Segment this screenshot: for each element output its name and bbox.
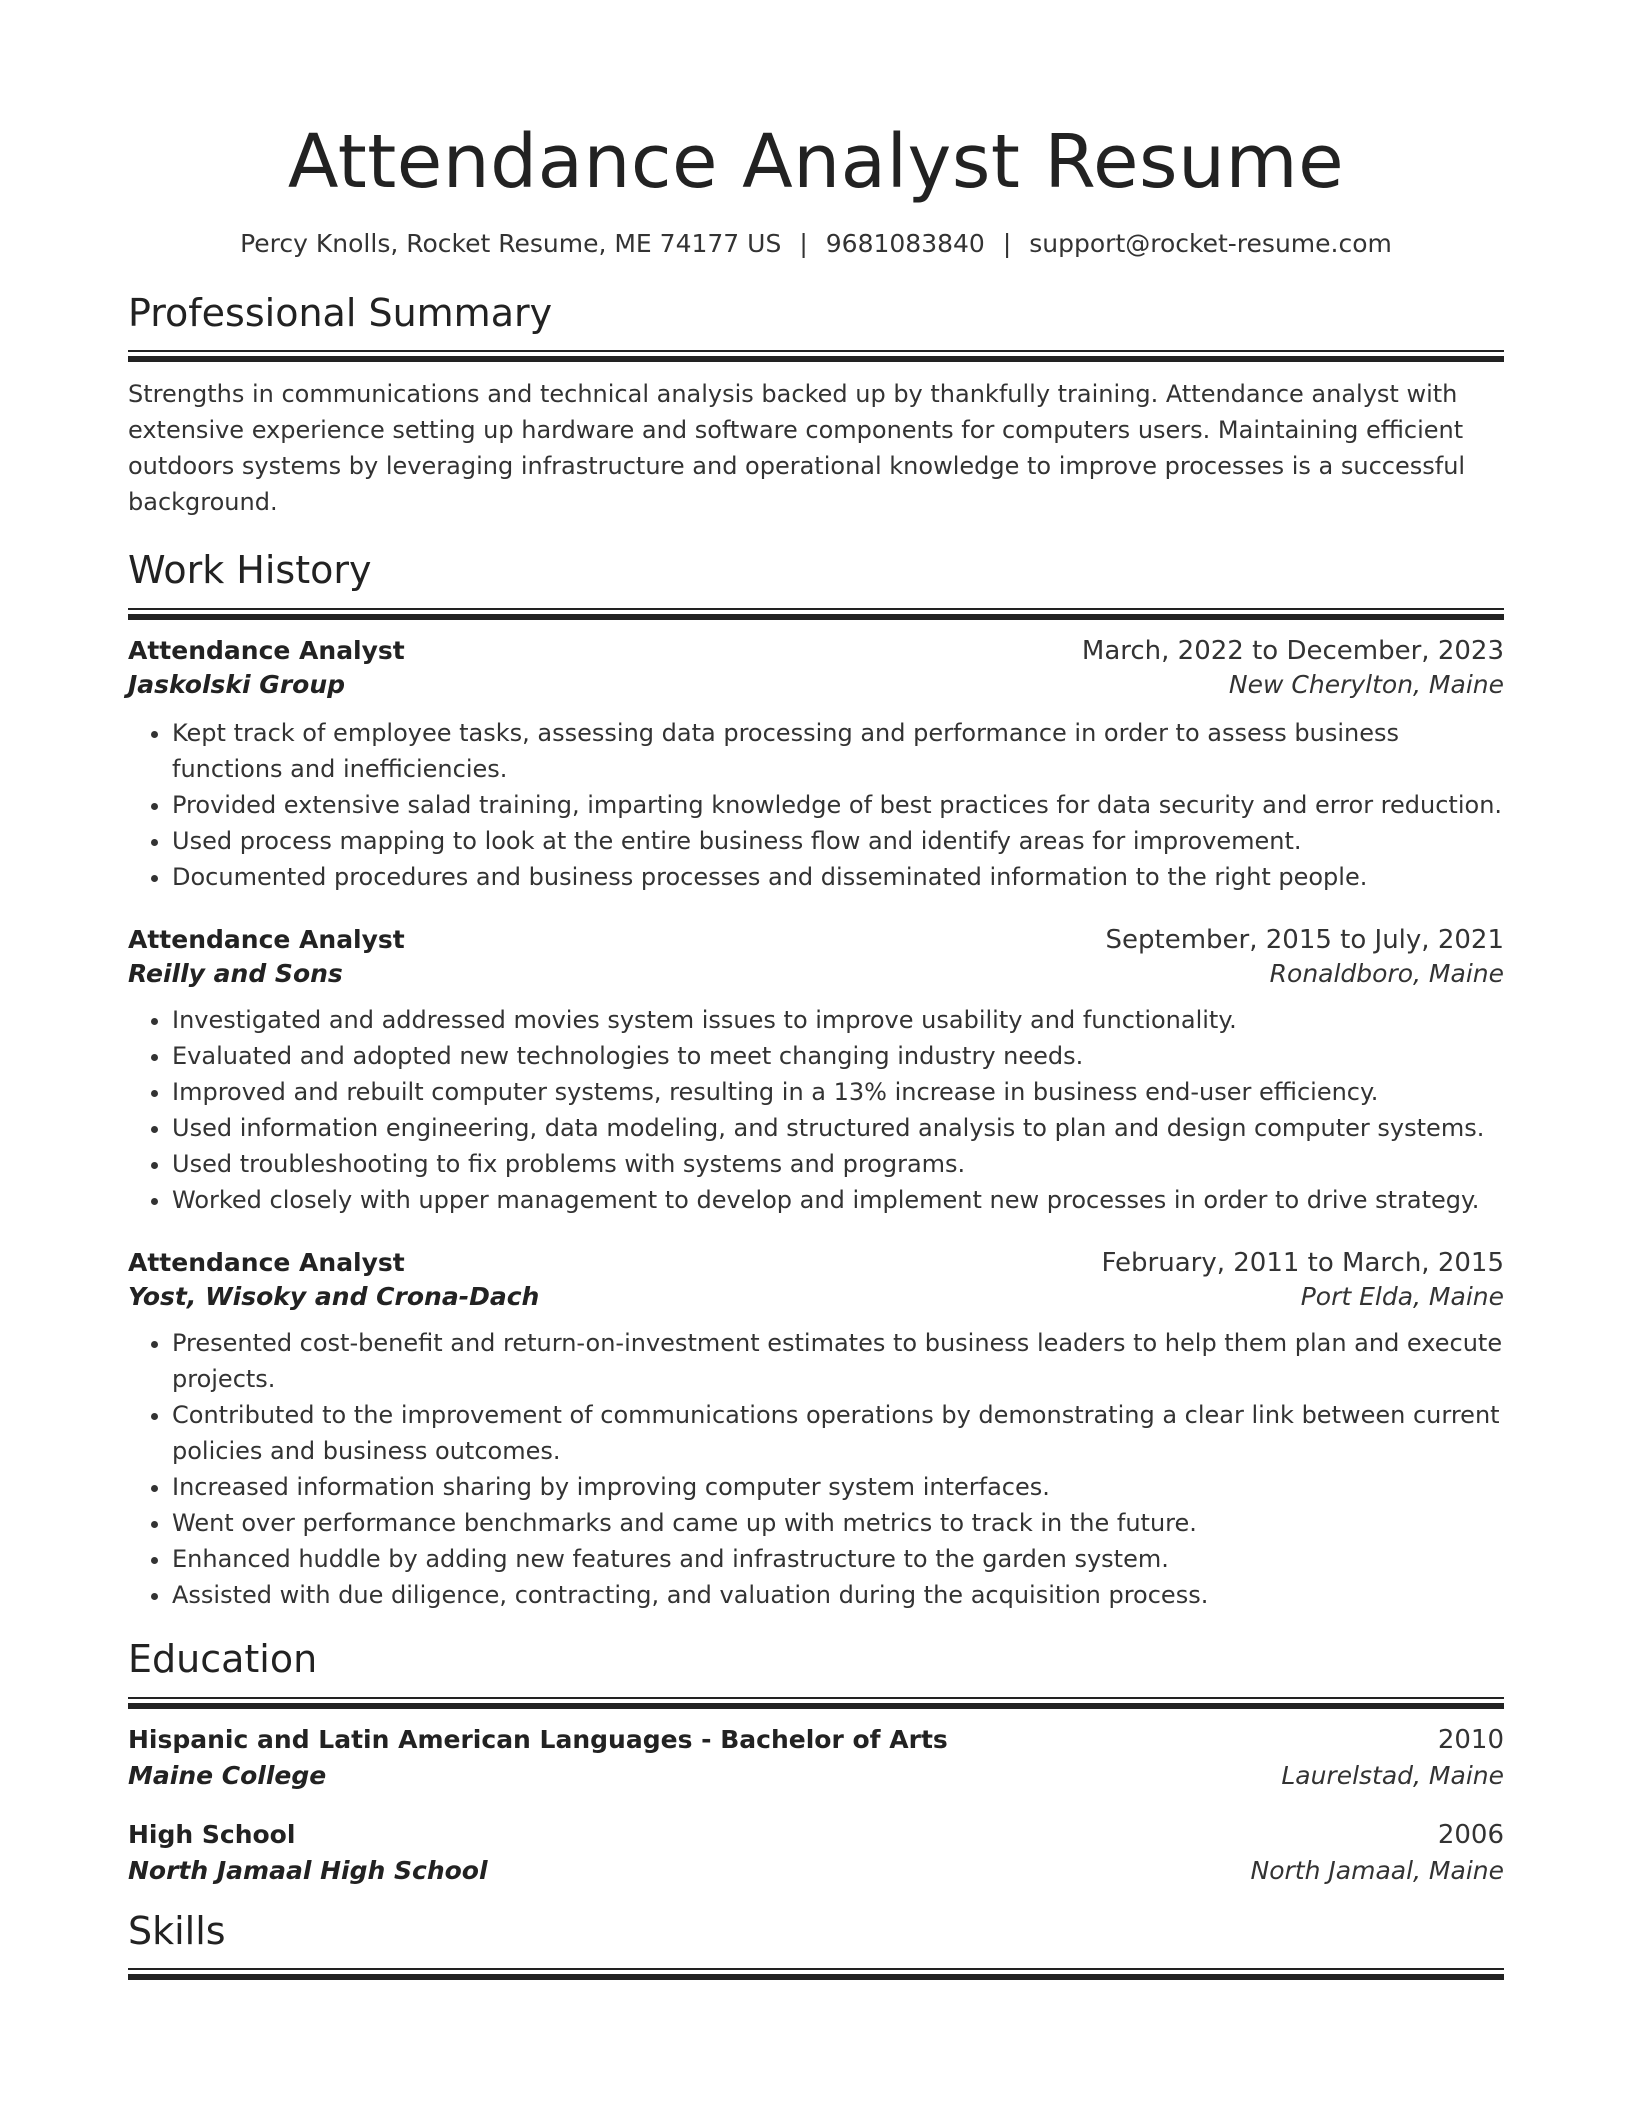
job-header-row [128, 925, 1504, 955]
job-bullets [128, 1325, 1504, 1613]
education-year: 2010 [1437, 1724, 1504, 1755]
list-item: • Used information engineering, data modeling, and structured analysis to plan and design computer systems. [172, 1110, 1504, 1146]
list-item: • Enhanced huddle by adding new features and infrastructure to the garden system. [172, 1541, 1504, 1577]
list-item: • Kept track of employee tasks, assessing data processing and performance in order to assess business functions and inefficiencies. [172, 715, 1504, 787]
list-item: • Assisted with due diligence, contracting, and valuation during the acquisition process. [172, 1577, 1504, 1613]
section-divider [128, 1697, 1504, 1709]
job-bullets [128, 715, 1504, 895]
list-item: • Used troubleshooting to fix problems with systems and programs. [172, 1146, 1504, 1182]
list-item: • Provided extensive salad training, imparting knowledge of best practices for data security and error reduction. [172, 787, 1504, 823]
work-history-section [128, 548, 1504, 1613]
education-year: 2006 [1437, 1819, 1504, 1850]
contact-email: support@rocket-resume.com [1029, 228, 1392, 258]
section-heading-skills: Skills [128, 1908, 226, 1953]
contact-address: Percy Knolls, Rocket Resume, ME 74177 US [240, 228, 782, 258]
list-item: • Worked closely with upper management to develop and implement new processes in order to drive strategy. [172, 1182, 1504, 1218]
contact-phone: 9681083840 [825, 228, 985, 258]
job-location: Ronaldboro, Maine [1269, 958, 1504, 988]
section-divider [128, 608, 1504, 620]
job-dates: September, 2015 to July, 2021 [1105, 924, 1504, 955]
job-title: Attendance Analyst [128, 635, 405, 665]
summary-text: Strengths in communications and technical analysis backed up by thankfully training. Attendance analyst with extensive experience setting up hardware and software components for computers users. Maintaining efficient outdoors systems by leveraging infrastructure and operational knowledge to improve processes is a successful background. [128, 380, 1466, 517]
list-item: • Contributed to the improvement of communications operations by demonstrating a clear link between current policies and business outcomes. [172, 1397, 1504, 1469]
education-section [128, 1637, 1504, 1885]
section-divider [128, 350, 1504, 362]
contact-separator: | [1002, 228, 1012, 258]
job-location: New Cherylton, Maine [1228, 669, 1504, 699]
summary-section [128, 291, 1504, 521]
education-school: North Jamaal High School [128, 1855, 488, 1885]
job-employer-row [128, 1282, 1504, 1311]
education-location: Laurelstad, Maine [1281, 1760, 1504, 1790]
job-header-row [128, 1248, 1504, 1278]
section-heading-work-history: Work History [128, 548, 372, 593]
skills-section [128, 1909, 1504, 1981]
education-school: Maine College [128, 1760, 327, 1790]
job-location: Port Elda, Maine [1300, 1281, 1504, 1311]
resume-title: Attendance Analyst Resume [287, 119, 1345, 205]
job-dates: February, 2011 to March, 2015 [1101, 1247, 1504, 1278]
job-title: Attendance Analyst [128, 1247, 405, 1277]
job-employer: Reilly and Sons [128, 958, 343, 988]
contact-line [128, 229, 1504, 258]
education-school-row [128, 1761, 1504, 1790]
education-school-row [128, 1856, 1504, 1885]
list-item: • Improved and rebuilt computer systems, resulting in a 13% increase in business end-user efficiency. [172, 1074, 1504, 1110]
section-heading-summary: Professional Summary [128, 290, 553, 335]
education-degree: Hispanic and Latin American Languages - Bachelor of Arts [128, 1724, 948, 1754]
list-item: • Increased information sharing by improving computer system interfaces. [172, 1469, 1504, 1505]
job-employer-row [128, 670, 1504, 699]
list-item: • Went over performance benchmarks and came up with metrics to track in the future. [172, 1505, 1504, 1541]
job-employer-row [128, 959, 1504, 988]
job-bullets [128, 1002, 1504, 1218]
education-header-row [128, 1820, 1504, 1850]
list-item: • Used process mapping to look at the entire business flow and identify areas for improvement. [172, 823, 1504, 859]
list-item: • Investigated and addressed movies system issues to improve usability and functionality. [172, 1002, 1504, 1038]
resume-page [128, 0, 1504, 1980]
list-item: • Evaluated and adopted new technologies to meet changing industry needs. [172, 1038, 1504, 1074]
job-employer: Jaskolski Group [128, 669, 346, 699]
job-dates: March, 2022 to December, 2023 [1081, 635, 1504, 666]
section-divider [128, 1968, 1504, 1980]
education-location: North Jamaal, Maine [1250, 1855, 1504, 1885]
list-item: • Presented cost-benefit and return-on-investment estimates to business leaders to help them plan and execute projects. [172, 1325, 1504, 1397]
job-entry [128, 925, 1504, 1218]
education-header-row [128, 1725, 1504, 1755]
section-heading-education: Education [128, 1636, 318, 1681]
job-entry [128, 636, 1504, 895]
contact-separator: | [799, 228, 808, 258]
education-entry [128, 1820, 1504, 1885]
education-degree: High School [128, 1819, 296, 1849]
job-title: Attendance Analyst [128, 924, 405, 954]
job-employer: Yost, Wisoky and Crona-Dach [128, 1281, 540, 1311]
list-item: • Documented procedures and business processes and disseminated information to the right people. [172, 859, 1504, 895]
job-header-row [128, 636, 1504, 666]
education-entry [128, 1725, 1504, 1790]
job-entry [128, 1248, 1504, 1613]
